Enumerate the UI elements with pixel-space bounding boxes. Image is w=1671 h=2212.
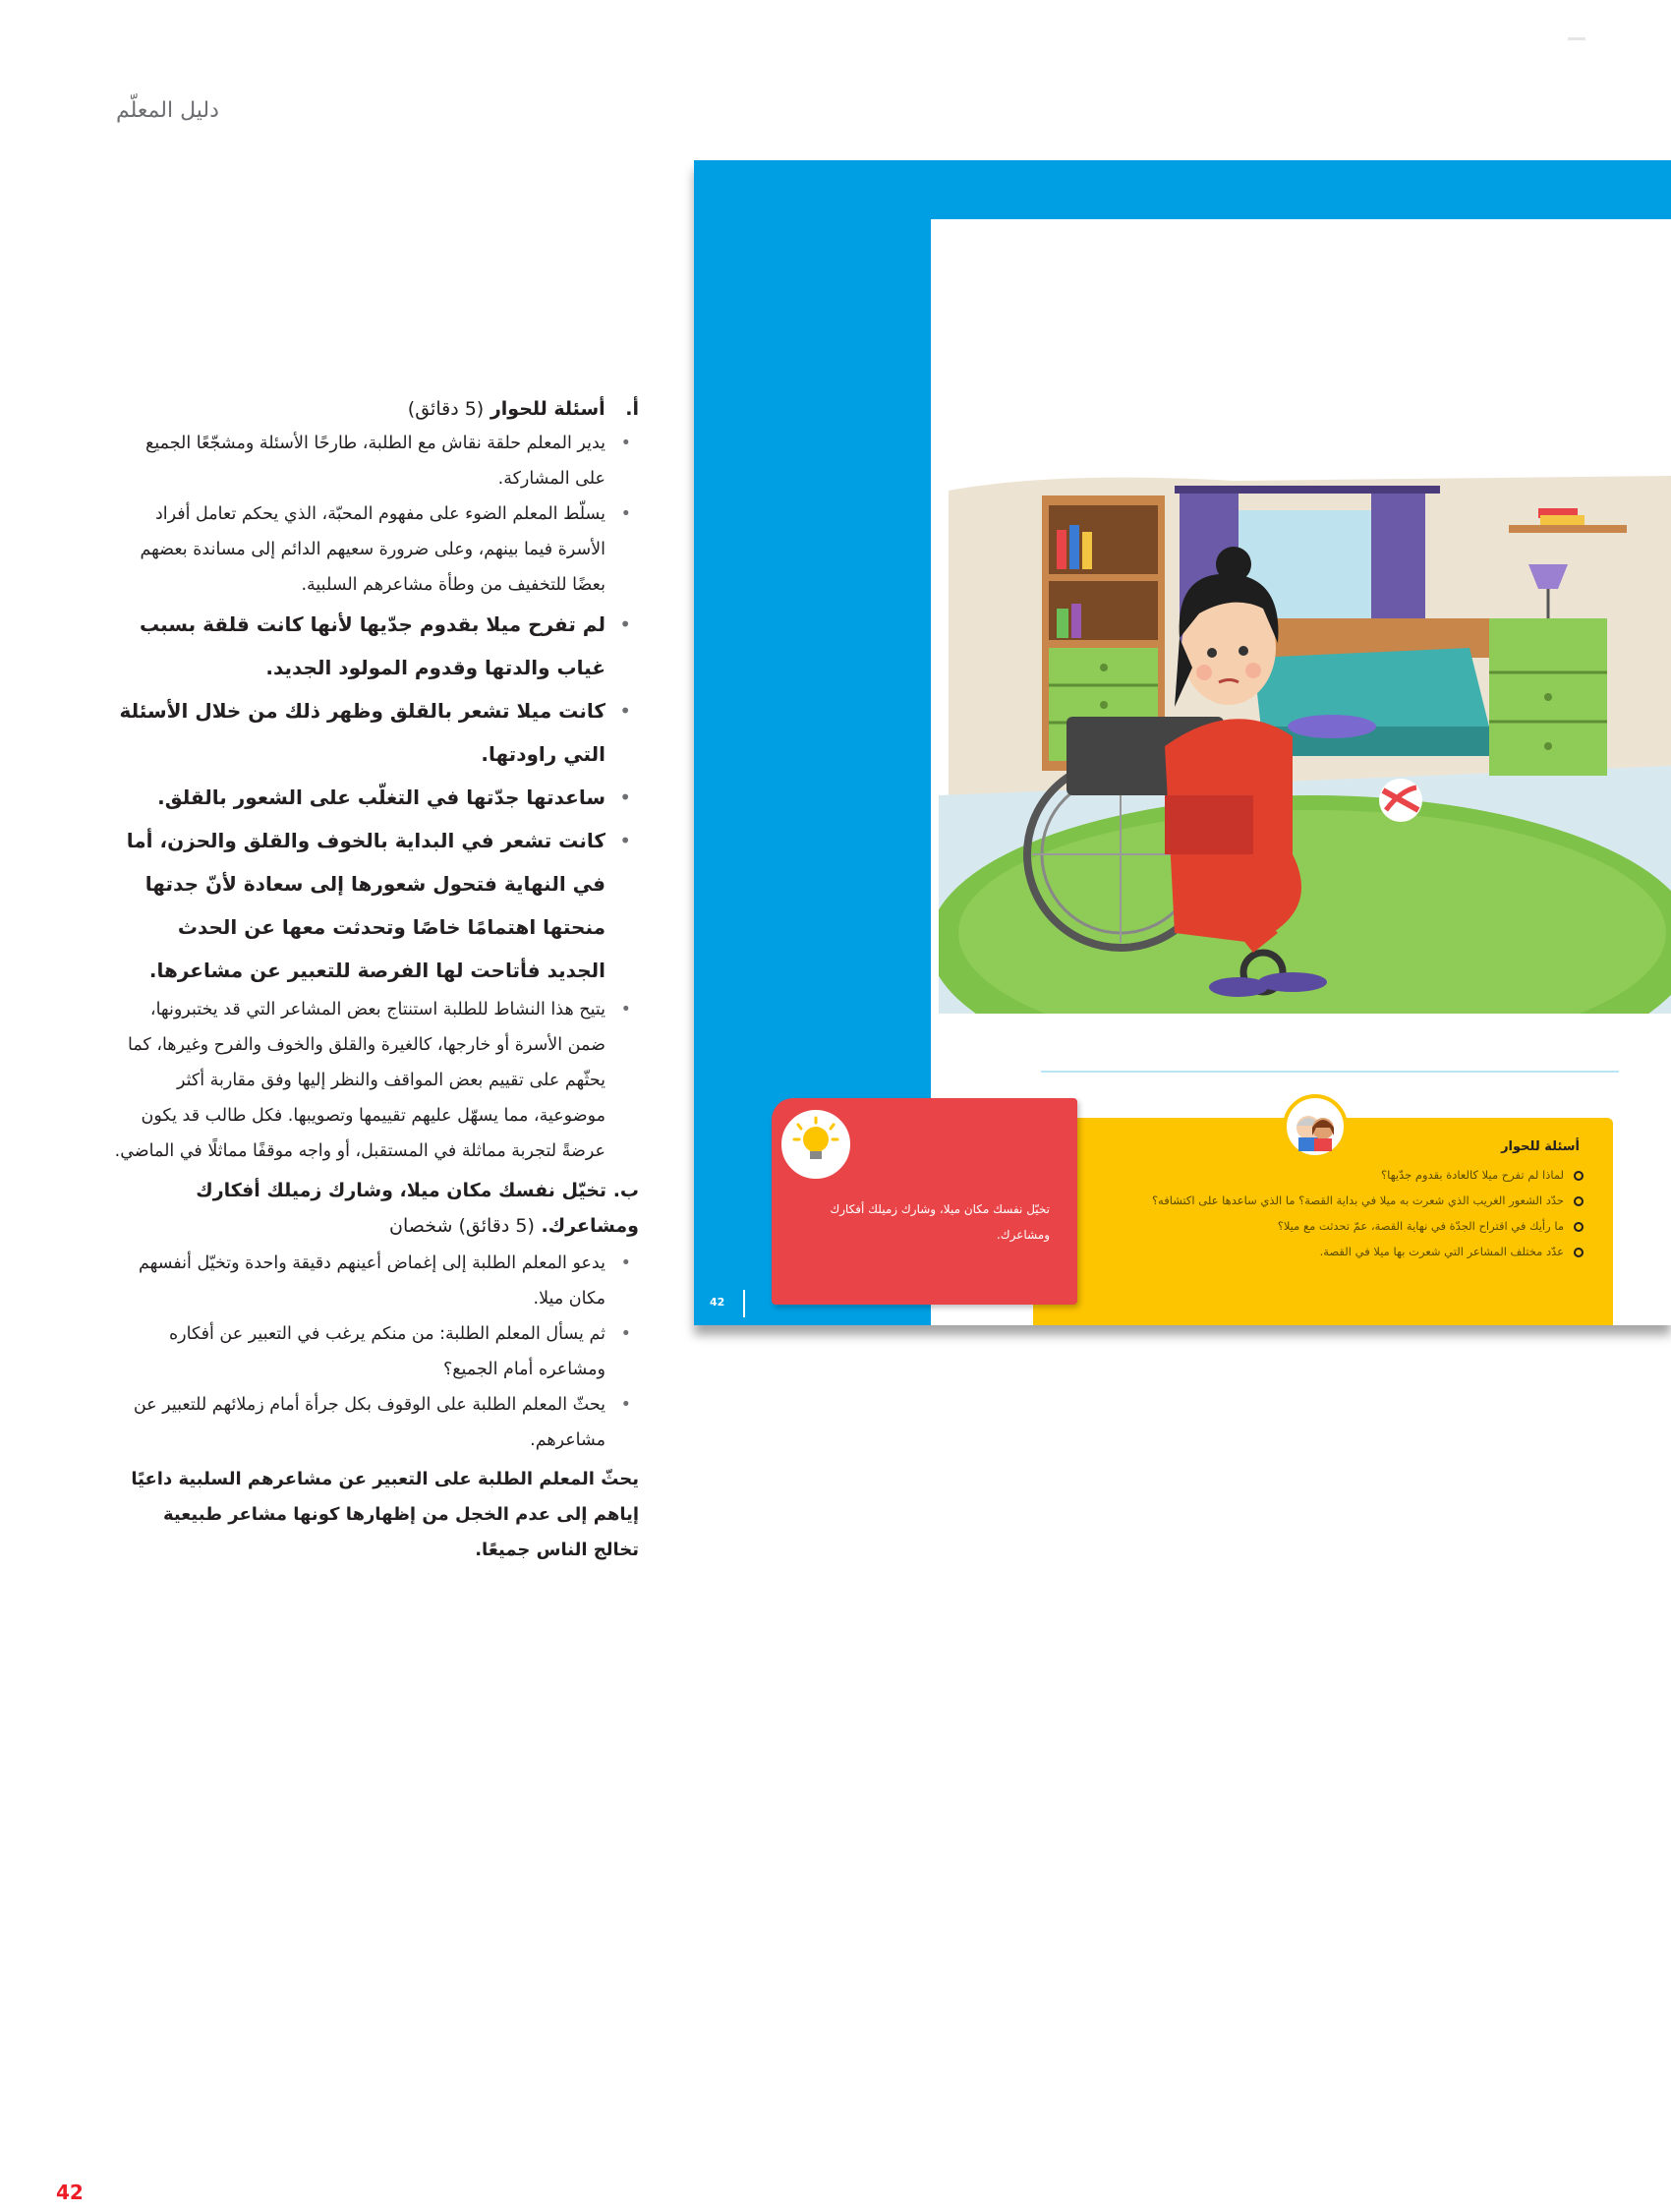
book-page-number-rule <box>743 1290 745 1317</box>
dialogue-question: حدّد الشعور الغريب الذي شعرت به ميلا في بداية القصة؟ ما الذي ساعدها على اكتشافه؟ <box>1072 1188 1584 1213</box>
section-a-duration: (5 دقائق) <box>407 398 485 420</box>
section-a-heading <box>113 398 639 420</box>
dialogue-questions-list <box>1072 1162 1584 1264</box>
lightbulb-icon <box>777 1105 855 1184</box>
section-b-number: ب. <box>612 1180 639 1201</box>
bullet-item: • يتيح هذا النشاط للطلبة استنتاج بعض المشاعر التي قد يختبرونها، ضمن الأسرة أو خارجها، كالغيرة والقلق والخوف والفرح وغيرها، كما يحثّهم على تقييم بعض المواقف والنظر إليها وفق مقاربة أكثر موضوعية، مما يسهّل عليهم تقييمها وتصويبها. فكل طالب قد يكون عرضةً لتجربة مماثلة في المستقبل، أو واجه موقفًا مماثلًا في الماضي. <box>113 992 605 1169</box>
bullet-item: • يدعو المعلم الطلبة إلى إغماض أعينهم دقيقة واحدة وتخيّل أنفسهم مكان ميلا. <box>113 1246 605 1316</box>
section-b-title: تخيّل نفسك مكان ميلا، وشارك زميلك أفكارك ومشاعرك. <box>196 1180 639 1237</box>
imagine-text: تخيّل نفسك مكان ميلا، وشارك زميلك أفكارك ومشاعرك. <box>830 1202 1050 1242</box>
bullet-item: • ساعدتها جدّتها في التغلّب على الشعور بالقلق. <box>113 776 605 819</box>
book-page-number: 42 <box>710 1296 725 1309</box>
bullet-item: • لم تفرح ميلا بقدوم جدّيها لأنها كانت قلقة بسبب غياب والدتها وقدوم المولود الجديد. <box>113 603 605 689</box>
section-a-bullets <box>113 426 639 1169</box>
dialogue-question: عدّد مختلف المشاعر التي شعرت بها ميلا في القصة. <box>1072 1239 1584 1264</box>
story-illustration <box>939 471 1671 1014</box>
section-b-duration: (5 دقائق) شخصان <box>389 1215 535 1237</box>
bullet-item: • ثم يسأل المعلم الطلبة: من منكم يرغب في التعبير عن أفكاره ومشاعره أمام الجميع؟ <box>113 1316 605 1387</box>
bullet-item: • يحثّ المعلم الطلبة على الوقوف بكل جرأة أمام زملائهم للتعبير عن مشاعرهم. <box>113 1387 605 1458</box>
section-a-title: أسئلة للحوار <box>490 398 605 420</box>
bullet-item: • يدير المعلم حلقة نقاش مع الطلبة، طارحًا الأسئلة ومشجّعًا الجميع على المشاركة. <box>113 426 605 496</box>
section-a-number: أ. <box>625 398 639 420</box>
dialogue-question: ما رأيك في اقتراح الجدّة في نهاية القصة، عمّ تحدثت مع ميلا؟ <box>1072 1213 1584 1239</box>
family-faces-icon <box>1283 1094 1348 1159</box>
header-title: دليل المعلّم <box>116 98 219 123</box>
student-book-page <box>694 160 1671 1325</box>
bullet-item: • كانت تشعر في البداية بالخوف والقلق والحزن، أما في النهاية فتحول شعورها إلى سعادة لأنّ جدتها منحتها اهتمامًا خاصًا وتحدثت معها عن الحدث الجديد فأتاحت لها الفرصة للتعبير عن مشاعرها. <box>113 819 605 992</box>
separator-line <box>1041 1071 1619 1073</box>
bullet-item: • كانت ميلا تشعر بالقلق وظهر ذلك من خلال الأسئلة التي راودتها. <box>113 689 605 776</box>
section-b-heading <box>113 1173 639 1244</box>
dialogue-title: أسئلة للحوار <box>1501 1139 1580 1154</box>
bullet-item: • يسلّط المعلم الضوء على مفهوم المحبّة، الذي يحكم تعامل أفراد الأسرة فيما بينهم، وعلى ضرورة سعيهم الدائم إلى مساندة بعضهم بعضًا للتخفيف من وطأة مشاعرهم السلبية. <box>113 496 605 603</box>
closing-paragraph: يحثّ المعلم الطلبة على التعبير عن مشاعرهم السلبية داعيًا إياهم إلى عدم الخجل من إظهارها كونها مشاعر طبيعية تخالج الناس جميعًا. <box>131 1469 639 1560</box>
dialogue-question: لماذا لم تفرح ميلا كالعادة بقدوم جدّيها؟ <box>1072 1162 1584 1188</box>
teacher-notes <box>113 398 639 1568</box>
page-number: 42 <box>56 2181 84 2204</box>
top-corner-mark <box>1568 37 1585 40</box>
section-b-bullets <box>113 1246 639 1458</box>
